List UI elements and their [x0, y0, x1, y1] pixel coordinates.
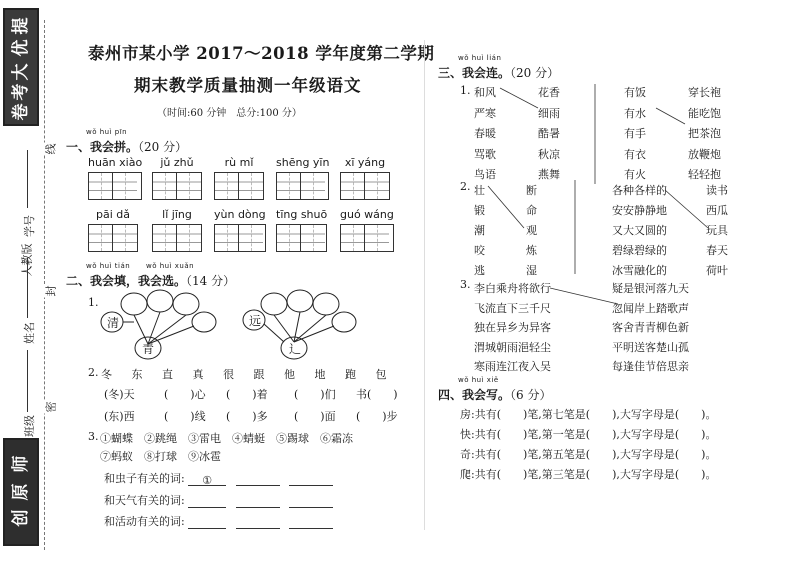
sec2-q3-line-activity: 和活动有关的词: [104, 513, 333, 529]
pinyin-label: shēng yīn [276, 156, 330, 169]
stroke-question[interactable]: :共有( )笔,第一笔是( ),大写字母是( )。 [471, 428, 717, 441]
stroke-count-row [460, 446, 716, 462]
match-word[interactable]: 玩具 [706, 224, 728, 237]
writing-box[interactable] [177, 225, 201, 251]
q2-fill-blank[interactable]: ( )们 [294, 388, 336, 401]
pinyin-label: rù mǐ [224, 156, 254, 169]
answer-blank[interactable] [236, 517, 280, 529]
q2-fill-blank[interactable]: ( )心 [164, 388, 206, 401]
answer-blank[interactable] [289, 496, 333, 508]
sec2-q3-number: 3. [88, 430, 99, 443]
writing-box[interactable] [153, 225, 177, 251]
writing-box[interactable] [239, 225, 263, 251]
q2-fill-blank[interactable]: ( )步 [356, 410, 398, 423]
stroke-question[interactable]: :共有( )笔,第三笔是( ),大写字母是( )。 [471, 468, 717, 481]
stroke-count-row [460, 406, 716, 422]
writing-box[interactable] [113, 173, 137, 199]
match-word[interactable]: 酷暑 [538, 127, 560, 140]
match-word[interactable]: 客舍青青柳色新 [612, 321, 689, 334]
match-word[interactable]: 独在异乡为异客 [474, 321, 551, 334]
writing-box[interactable] [215, 225, 239, 251]
writing-box[interactable] [341, 225, 365, 251]
pinyin-item [340, 208, 394, 252]
match-word[interactable]: 又大又圆的 [612, 224, 667, 237]
answer-blank[interactable] [188, 517, 226, 529]
q2-character: 地 [314, 368, 326, 381]
flower2-petal-char: 远 [249, 314, 262, 328]
match-word[interactable]: 荷叶 [706, 264, 728, 277]
match-word[interactable]: 李白乘舟将欲行 [474, 282, 551, 295]
match-word[interactable]: 观 [526, 224, 537, 237]
sec2-q3-line-insects: 和虫子有关的词: ① [104, 470, 333, 486]
match-word[interactable]: 断 [526, 184, 537, 197]
seal-mark-xian: 线 [42, 143, 60, 156]
exam-title-line2: 期末教学质量抽测一年级语文 [134, 76, 362, 95]
match-word[interactable]: 安安静静地 [612, 204, 667, 217]
seal-mark-feng: 封 [42, 285, 60, 298]
writing-box[interactable] [239, 173, 263, 199]
stroke-question[interactable]: :共有( )笔,第七笔是( ),大写字母是( )。 [471, 408, 717, 421]
match-word[interactable]: 和风 [474, 86, 496, 99]
writing-box[interactable] [341, 173, 365, 199]
match-word[interactable]: 潮 [474, 224, 485, 237]
match-word[interactable]: 放鞭炮 [688, 147, 721, 161]
answer-blank[interactable]: ① [188, 474, 226, 486]
writing-boxes [152, 224, 202, 252]
sec2-q3-line-weather: 和天气有关的词: [104, 492, 333, 508]
pinyin-label: pāi dǎ [96, 208, 130, 221]
pinyin-label: guó wáng [340, 208, 394, 221]
match-word[interactable]: 春暖 [474, 127, 496, 140]
match-word[interactable]: 冰雪融化的 [612, 264, 667, 277]
q2-character: 真 [192, 368, 204, 381]
class-label: 班级 [23, 415, 36, 437]
pinyin-item [214, 156, 264, 200]
match-word[interactable]: 各种各样的 [612, 184, 667, 197]
q2-fill-blank[interactable]: (东)西 [104, 410, 135, 423]
pinyin-label: jǔ zhǔ [160, 156, 194, 169]
writing-box[interactable] [153, 173, 177, 199]
sec1-pinyin: wǒ huì pīn [86, 128, 128, 136]
stroke-question[interactable]: :共有( )笔,第五笔是( ),大写字母是( )。 [471, 448, 717, 461]
match-word[interactable]: 渭城朝雨浥轻尘 [474, 340, 551, 354]
writing-boxes [214, 172, 264, 200]
column-divider [424, 40, 425, 530]
q2-character: 跟 [253, 368, 265, 381]
match-word[interactable]: 逃 [474, 264, 485, 277]
writing-box[interactable] [89, 225, 113, 251]
q2-character: 很 [223, 368, 234, 381]
sec3-q3-connectors [440, 276, 780, 376]
pinyin-item [276, 156, 329, 200]
match-word[interactable]: 有水 [624, 106, 646, 120]
match-word[interactable]: 每逢佳节倍思亲 [612, 360, 689, 373]
q2-fill-blank[interactable]: 书( ) [356, 388, 398, 401]
class-line [27, 350, 28, 412]
q2-fill-blank[interactable]: ( )多 [226, 410, 268, 423]
pinyin-item [340, 156, 390, 200]
match-word[interactable]: 读书 [706, 184, 728, 197]
match-word[interactable]: 平明送客楚山孤 [612, 340, 689, 354]
writing-boxes [88, 172, 142, 200]
match-word[interactable]: 细雨 [538, 106, 560, 120]
writing-box[interactable] [365, 173, 389, 199]
exam-meta: （时间:60 分钟 总分:100 分） [157, 108, 302, 119]
sec2-q1-number: 1. [88, 296, 99, 309]
writing-box[interactable] [177, 173, 201, 199]
writing-boxes [340, 172, 390, 200]
target-character: 房 [460, 408, 471, 421]
pinyin-item [152, 156, 202, 200]
writing-box[interactable] [113, 225, 137, 251]
match-word[interactable]: 疑是银河落九天 [612, 282, 689, 295]
sec2-pinyin-2: wǒ huì xuǎn [146, 262, 195, 270]
match-word[interactable]: 春天 [706, 244, 728, 257]
answer-blank[interactable] [236, 496, 280, 508]
match-word[interactable]: 燕舞 [538, 168, 560, 181]
match-word[interactable]: 壮 [474, 184, 485, 197]
press-label: 人教版 [20, 243, 34, 277]
sec3-q1-connectors [440, 80, 780, 190]
writing-boxes [276, 224, 327, 252]
writing-box[interactable] [215, 173, 239, 199]
match-word[interactable]: 穿长袍 [688, 86, 721, 99]
writing-boxes [152, 172, 202, 200]
writing-boxes [214, 224, 266, 252]
writing-boxes [88, 224, 138, 252]
sec3-q2-connectors [440, 178, 780, 278]
target-character: 奇 [460, 448, 471, 461]
seal-mark-mi: 密 [42, 401, 60, 414]
target-character: 快 [460, 428, 471, 441]
match-word[interactable]: 锻 [474, 204, 485, 217]
sec3-q1-number: 1. [460, 84, 471, 97]
match-word[interactable]: 轻轻抱 [688, 168, 721, 181]
sec4-pinyin: wǒ huì xiě [458, 376, 499, 384]
sec2-title: 二、我会填，我会选。（14 分） [66, 274, 236, 288]
q2-fill-blank[interactable]: (冬)天 [104, 388, 135, 401]
sec3-title: 三、我会连。（20 分） [438, 66, 560, 80]
q2-character: 冬 [101, 368, 112, 381]
exam-title-line1: 泰州市某小学 2017～2018 学年度第二学期 [88, 44, 435, 63]
name-line [27, 258, 28, 318]
q2-fill-blank[interactable]: ( )着 [226, 388, 268, 401]
pinyin-item [276, 208, 327, 252]
match-word[interactable]: 把茶泡 [688, 127, 721, 140]
brand-logo-top: 提 优 大 考 卷 [3, 8, 39, 126]
match-word[interactable]: 有饭 [624, 86, 646, 99]
sec1-title: 一、我会拼。（20 分） [66, 140, 188, 154]
writing-boxes [340, 224, 394, 252]
match-word[interactable]: 飞流直下三千尺 [474, 301, 551, 315]
sec3-q2-number: 2. [460, 180, 471, 193]
match-word[interactable]: 鸟语 [474, 168, 496, 181]
sec2-q3-words-2: ⑦蚂蚁 ⑧打球 ⑨冰雹 [100, 450, 221, 463]
writing-box[interactable] [365, 225, 389, 251]
pinyin-label: xī yáng [344, 156, 386, 169]
flower2-root-char: 辶 [289, 342, 302, 356]
student-number-line [27, 150, 28, 208]
pinyin-label: tīng shuō [276, 208, 328, 221]
stroke-count-row [460, 466, 716, 482]
flower1-root-char: 青 [142, 342, 155, 356]
sec4-title: 四、我会写。（6 分） [438, 388, 552, 402]
match-word[interactable]: 骂歌 [474, 147, 496, 161]
sec3-q3-number: 3. [460, 278, 471, 291]
match-word[interactable]: 湿 [526, 264, 537, 277]
pinyin-label: lǐ jīng [162, 208, 192, 221]
pinyin-item [152, 208, 202, 252]
match-word[interactable]: 碧绿碧绿的 [612, 244, 667, 257]
match-word[interactable]: 严寒 [474, 106, 496, 120]
binding-strip [0, 0, 62, 565]
q2-fill-blank[interactable]: ( )线 [164, 410, 206, 423]
stroke-count-row [460, 426, 716, 442]
writing-box[interactable] [301, 173, 325, 199]
pinyin-item [88, 208, 138, 252]
match-word[interactable]: 有手 [624, 127, 646, 140]
match-word[interactable]: 寒雨连江夜入吴 [474, 360, 551, 373]
q2-character: 直 [162, 368, 173, 381]
writing-box[interactable] [277, 225, 301, 251]
sec2-q3-words-1: ①蝴蝶 ②跳绳 ③雷电 ④蜻蜓 ⑤踢球 ⑥霜冻 [100, 432, 353, 445]
sec2-pinyin-1: wǒ huì tián [86, 262, 131, 270]
match-word[interactable]: 咬 [474, 244, 485, 257]
answer-blank[interactable] [289, 517, 333, 529]
pinyin-label: yùn dòng [214, 208, 266, 221]
pinyin-label: huān xiào [88, 156, 143, 169]
q2-fill-blank[interactable]: ( )面 [294, 410, 336, 423]
match-word[interactable]: 西瓜 [706, 204, 728, 217]
q2-character: 他 [284, 368, 295, 381]
answer-blank[interactable] [236, 474, 280, 486]
pinyin-item [214, 208, 266, 252]
match-word[interactable]: 花香 [538, 86, 560, 99]
flower1-petal-char: 清 [107, 316, 120, 330]
match-word[interactable]: 秋凉 [538, 147, 560, 161]
q2-character: 包 [375, 368, 387, 381]
match-word[interactable]: 能吃饱 [688, 106, 721, 120]
q2-character: 跑 [345, 368, 356, 381]
brand-logo-bottom: 师 原 创 [3, 438, 39, 546]
writing-boxes [276, 172, 329, 200]
sec2-q2-number: 2. [88, 366, 99, 379]
answer-blank[interactable] [188, 496, 226, 508]
sec3-pinyin: wǒ huì lián [458, 54, 502, 62]
student-number-label: 学号 [23, 215, 36, 237]
target-character: 爬 [460, 468, 471, 481]
match-word[interactable]: 炼 [526, 244, 537, 257]
writing-box[interactable] [301, 225, 325, 251]
answer-blank[interactable] [289, 474, 333, 486]
q2-character: 东 [131, 368, 143, 381]
writing-box[interactable] [277, 173, 301, 199]
match-word[interactable]: 有火 [624, 168, 646, 181]
writing-box[interactable] [89, 173, 113, 199]
name-label: 姓名 [23, 322, 36, 344]
pinyin-item [88, 156, 142, 200]
match-word[interactable]: 忽闻岸上踏歌声 [612, 301, 689, 315]
match-word[interactable]: 命 [526, 204, 537, 217]
match-word[interactable]: 有衣 [624, 147, 646, 161]
